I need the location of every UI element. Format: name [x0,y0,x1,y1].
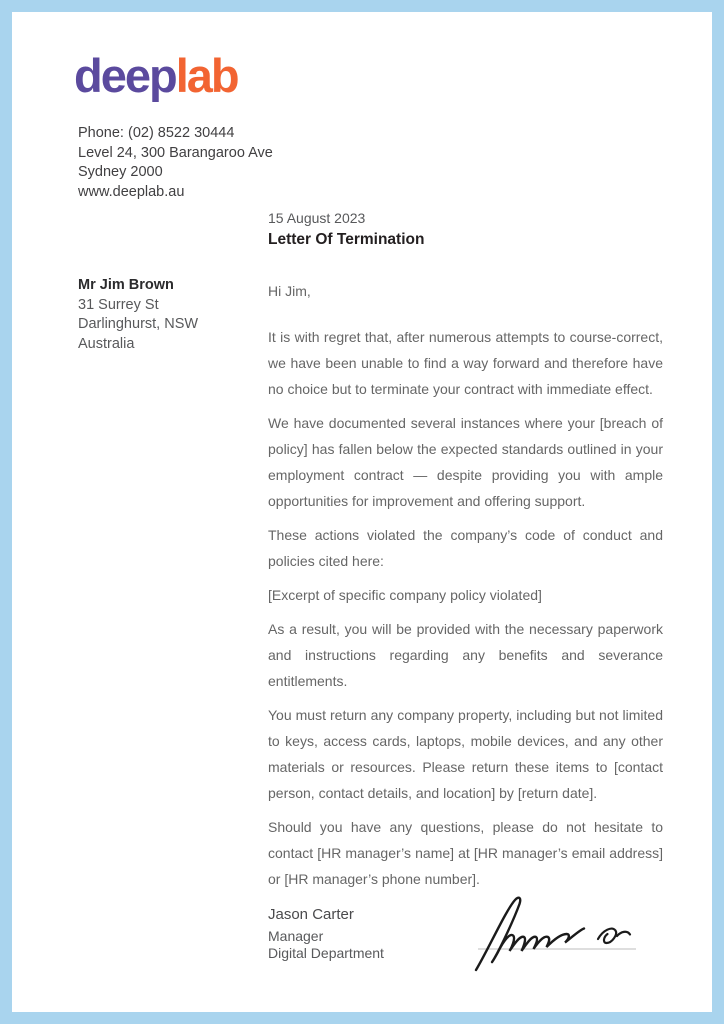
company-address-line2: Sydney 2000 [78,164,163,180]
logo-text-lab: lab [175,49,238,102]
letter-subject: Letter Of Termination [268,231,425,248]
paragraph: These actions violated the company’s code of conduct and policies cited here: [268,527,663,569]
signer-block [268,906,384,962]
letter-greeting: Hi Jim, [268,283,311,299]
company-website: www.deeplab.au [78,183,185,200]
paragraph: As a result, you will be provided with the necessary paperwork and instructions regarding any benefits and severance entitlements. [268,621,663,689]
recipient-name: Mr Jim Brown [78,277,174,293]
signer-department: Digital Department [268,945,384,961]
company-address-line1: Level 24, 300 Barangaroo Ave [78,144,273,161]
signer-title: Manager [268,928,324,944]
letter-page [12,12,712,1012]
recipient-address-block [78,276,198,354]
recipient-city: Darlinghurst, NSW [78,316,199,332]
letter-date: 15 August 2023 [268,210,366,226]
company-logo [74,49,238,102]
company-phone: Phone: (02) 8522 30444 [78,125,235,141]
paragraph: Should you have any questions, please do not hesitate to contact [HR manager’s name] at [HR manager’s email address] or [HR manager’s phone number]. [268,819,663,887]
paragraph: It is with regret that, after numerous attempts to course-correct, we have been unable to find a way forward and therefore have no choice but to terminate your contract with immediate effect. [268,329,663,397]
letter-paragraphs [268,324,663,892]
handwritten-signature-icon [470,892,645,982]
recipient-country: Australia [78,335,135,352]
signature-row [268,906,663,982]
paragraph: We have documented several instances where your [breach of policy] has fallen below the expected standards outlined in your employment contract — despite providing you with ample opportunities for improvement and offering support. [268,415,663,509]
paragraph: [Excerpt of specific company policy violated] [268,587,542,603]
recipient-street: 31 Surrey St [78,296,159,313]
letter-body-column [268,208,663,982]
company-contact-block [78,124,273,202]
logo-text-deep: deep [74,49,176,102]
signer-name: Jason Carter [268,906,354,923]
paragraph: You must return any company property, including but not limited to keys, access cards, laptops, mobile devices, and any other materials or resources. Please return these items to [contact person, contact details, and location] by [return date]. [268,707,663,801]
